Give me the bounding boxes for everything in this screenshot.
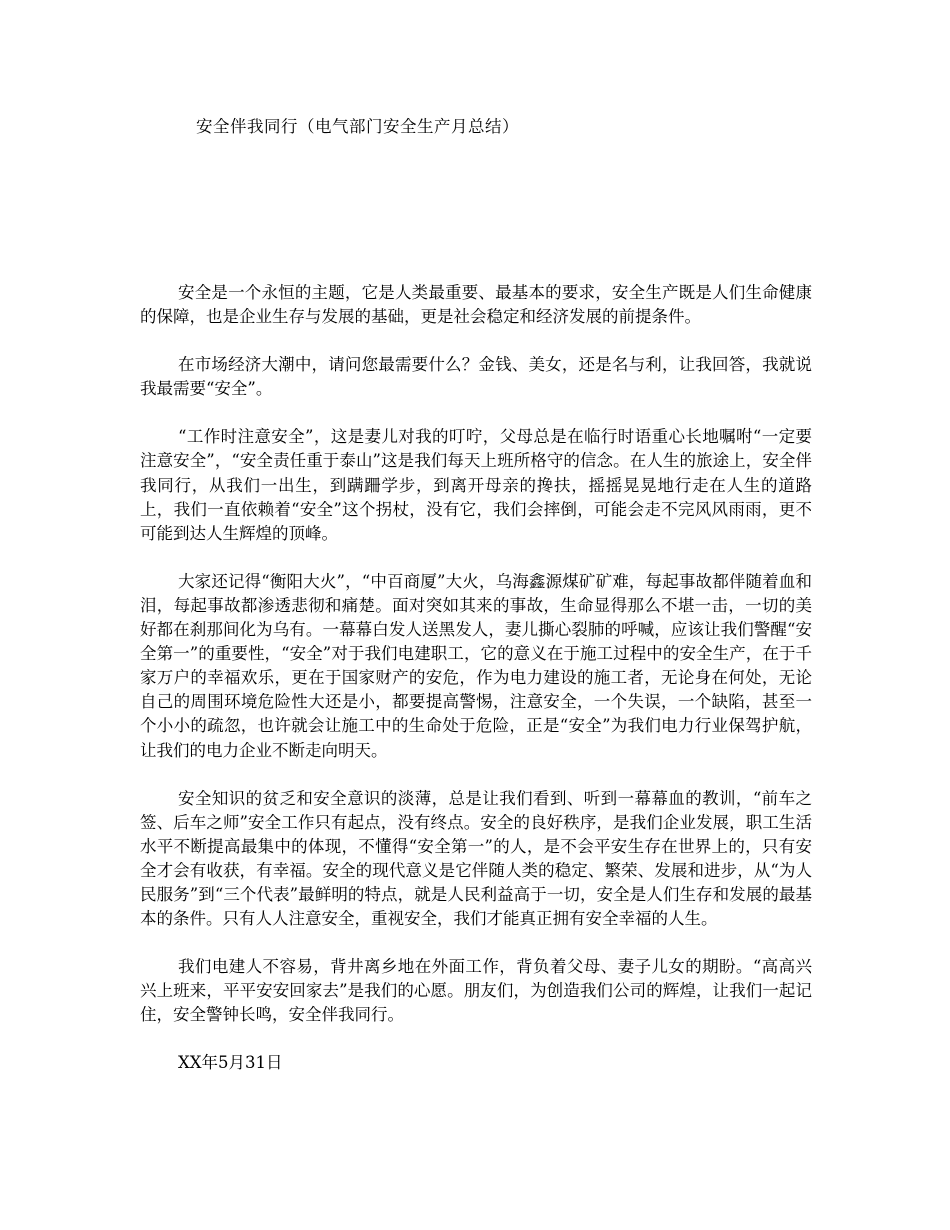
document-body	[140, 281, 812, 1075]
paragraph-1: 安全是一个永恒的主题，它是人类最重要、最基本的要求，安全生产既是人们生命健康的保障，也是企业生存与发展的基础，更是社会稳定和经济发展的前提条件。	[140, 283, 812, 327]
paragraph-2: 在市场经济大潮中，请问您最需要什么？金钱、美女，还是名与利，让我回答，我就说我最需要“安全”。	[140, 355, 812, 399]
paragraph-4: 大家还记得“衡阳大火”，“中百商厦”大火，乌海鑫源煤矿矿难，每起事故都伴随着血和泪，每起事故都渗透悲彻和痛楚。面对突如其来的事故，生命显得那么不堪一击，一切的美好都在刹那间化为乌有。一幕幕白发人送黑发人，妻儿撕心裂肺的呼喊，应该让我们警醒“安全第一”的重要性，“安全”对于我们电建职工，它的意义在于施工过程中的安全生产，在于千家万户的幸福欢乐，更在于国家财产的安危，作为电力建设的施工者，无论身在何处，无论自己的周围环境危险性大还是小，都要提高警惕，注意安全，一个失误，一个缺陷，甚至一个小小的疏忽，也许就会让施工中的生命处于危险，正是“安全”为我们电力行业保驾护航，让我们的电力企业不断走向明天。	[140, 571, 812, 760]
paragraph-6: 我们电建人不容易，背井离乡地在外面工作，背负着父母、妻子儿女的期盼。“高高兴兴上班来，平平安安回家去”是我们的心愿。朋友们，为创造我们公司的辉煌，让我们一起记住，安全警钟长鸣，安全伴我同行。	[140, 957, 812, 1025]
document-date: XX年5月31日	[178, 1053, 283, 1073]
document-title: 安全伴我同行（电气部门安全生产月总结）	[196, 117, 519, 136]
paragraph-5: 安全知识的贫乏和安全意识的淡薄，总是让我们看到、听到一幕幕血的教训，“前车之签、后车之师”安全工作只有起点，没有终点。安全的良好秩序，是我们企业发展，职工生活水平不断提高最集中的体现，不懂得“安全第一”的人，是不会平安生存在世界上的，只有安全才会有收获，有幸福。安全的现代意义是它伴随人类的稳定、繁荣、发展和进步，从“为人民服务”到“三个代表”最鲜明的特点，就是人民利益高于一切，安全是人们生存和发展的最基本的条件。只有人人注意安全，重视安全，我们才能真正拥有安全幸福的人生。	[140, 788, 812, 929]
paragraph-3: “工作时注意安全”，这是妻儿对我的叮咛，父母总是在临行时语重心长地嘱咐“一定要注意安全”，“安全责任重于泰山”这是我们每天上班所格守的信念。在人生的旅途上，安全伴我同行，从我们一出生，到蹒跚学步，到离开母亲的搀扶，摇摇晃晃地行走在人生的道路上，我们一直依赖着“安全”这个拐杖，没有它，我们会摔倒，可能会走不完风风雨雨，更不可能到达人生辉煌的顶峰。	[140, 427, 812, 543]
